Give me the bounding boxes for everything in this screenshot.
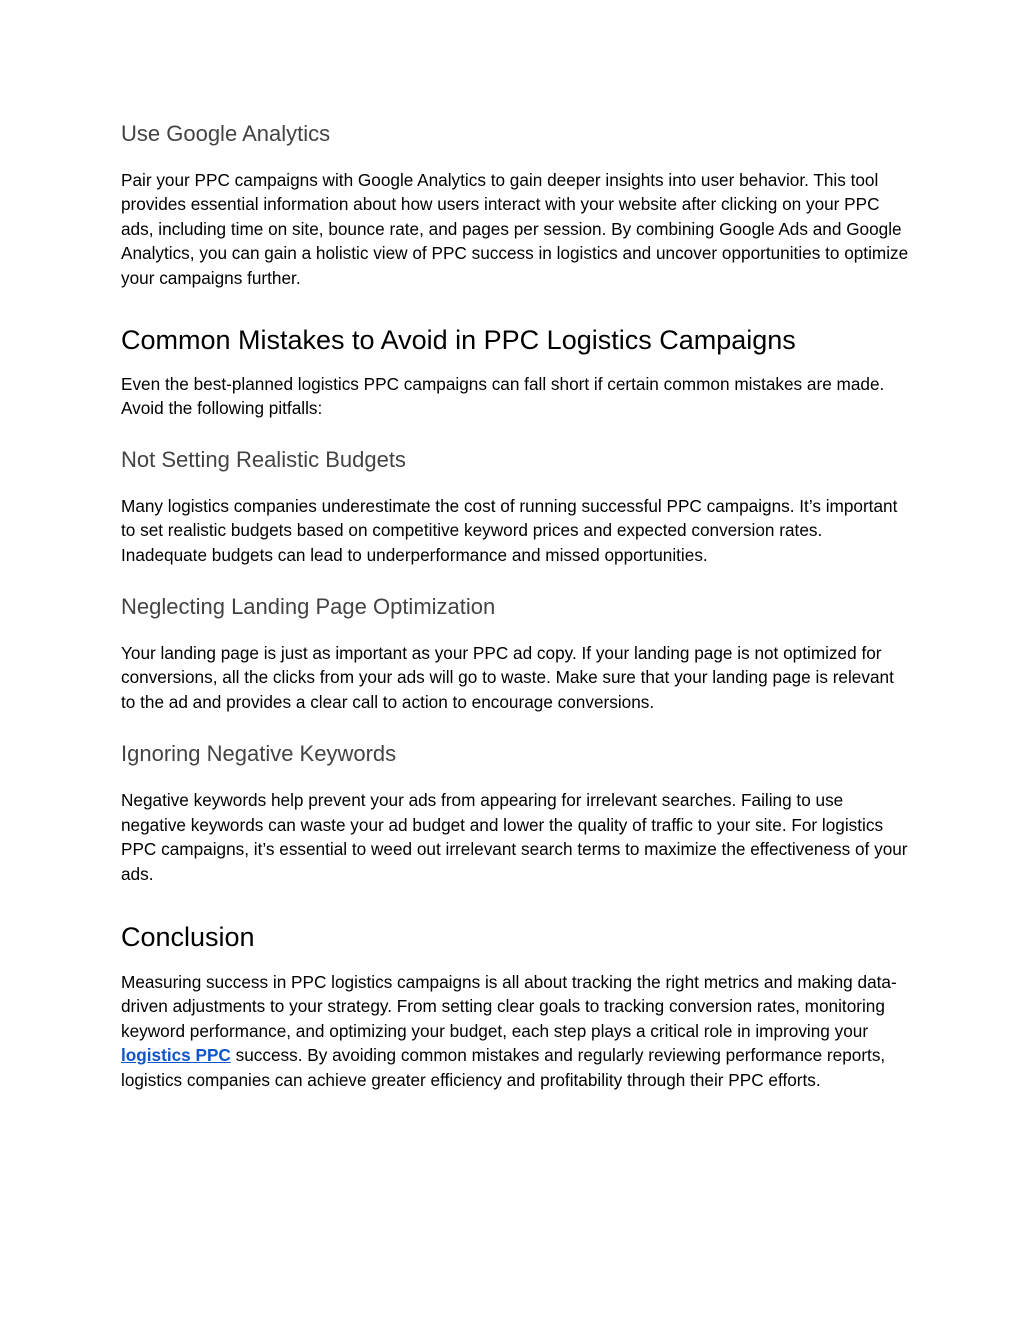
paragraph-common-mistakes: Even the best-planned logistics PPC campaigns can fall short if certain common mistakes are made. Avoid the following pitfalls: [121,374,885,419]
paragraph-landing-page-optimization: Your landing page is just as important as your PPC ad copy. If your landing page is not optimized for conversions, all the clicks from your ads will go to waste. Make sure that your landing page is relevant to the ad and provides a clear call to action to encourage conversions. [121,643,894,712]
heading-landing-page-optimization: Neglecting Landing Page Optimization [121,594,496,620]
paragraph-use-google-analytics: Pair your PPC campaigns with Google Analytics to gain deeper insights into user behavior. This tool provides essential information about how users interact with your website after clicking on your PPC ads, including time on site, bounce rate, and pages per session. By combining Google Ads and Google Analytics, you can gain a holistic view of PPC success in logistics and uncover opportunities to optimize your campaigns further. [121,170,909,288]
heading-conclusion: Conclusion [121,921,255,952]
paragraph-realistic-budgets: Many logistics companies underestimate the cost of running successful PPC campaigns. It’s important to set realistic budgets based on competitive keyword prices and expected conversion rates. Inadequate budgets can lead to underperformance and missed opportunities. [121,495,898,565]
heading-realistic-budgets: Not Setting Realistic Budgets [121,446,406,472]
conclusion-text-before-link: Measuring success in PPC logistics campaigns is all about tracking the right metrics and making data-driven adjustments to your strategy. From setting clear goals to tracking conversion rates, monitoring keyword performance, and optimizing your budget, each step plays a critical role in improving your [121,971,897,1041]
paragraph-conclusion [121,970,911,1092]
heading-common-mistakes: Common Mistakes to Avoid in PPC Logistics Campaigns [121,325,796,356]
heading-use-google-analytics: Use Google Analytics [121,121,331,146]
heading-negative-keywords: Ignoring Negative Keywords [121,741,397,767]
conclusion-text-after-link: success. By avoiding common mistakes and regularly reviewing performance reports, logistics companies can achieve greater efficiency and profitability through their PPC efforts. [121,1045,886,1090]
paragraph-negative-keywords: Negative keywords help prevent your ads from appearing for irrelevant searches. Failing to use negative keywords can waste your ad budget and lower the quality of traffic to your site. For logistics PPC campaigns, it’s essential to weed out irrelevant search terms to maximize the effectiveness of your ads. [121,790,908,884]
document-body [121,120,911,1092]
logistics-ppc-link[interactable]: logistics PPC [121,1045,231,1066]
